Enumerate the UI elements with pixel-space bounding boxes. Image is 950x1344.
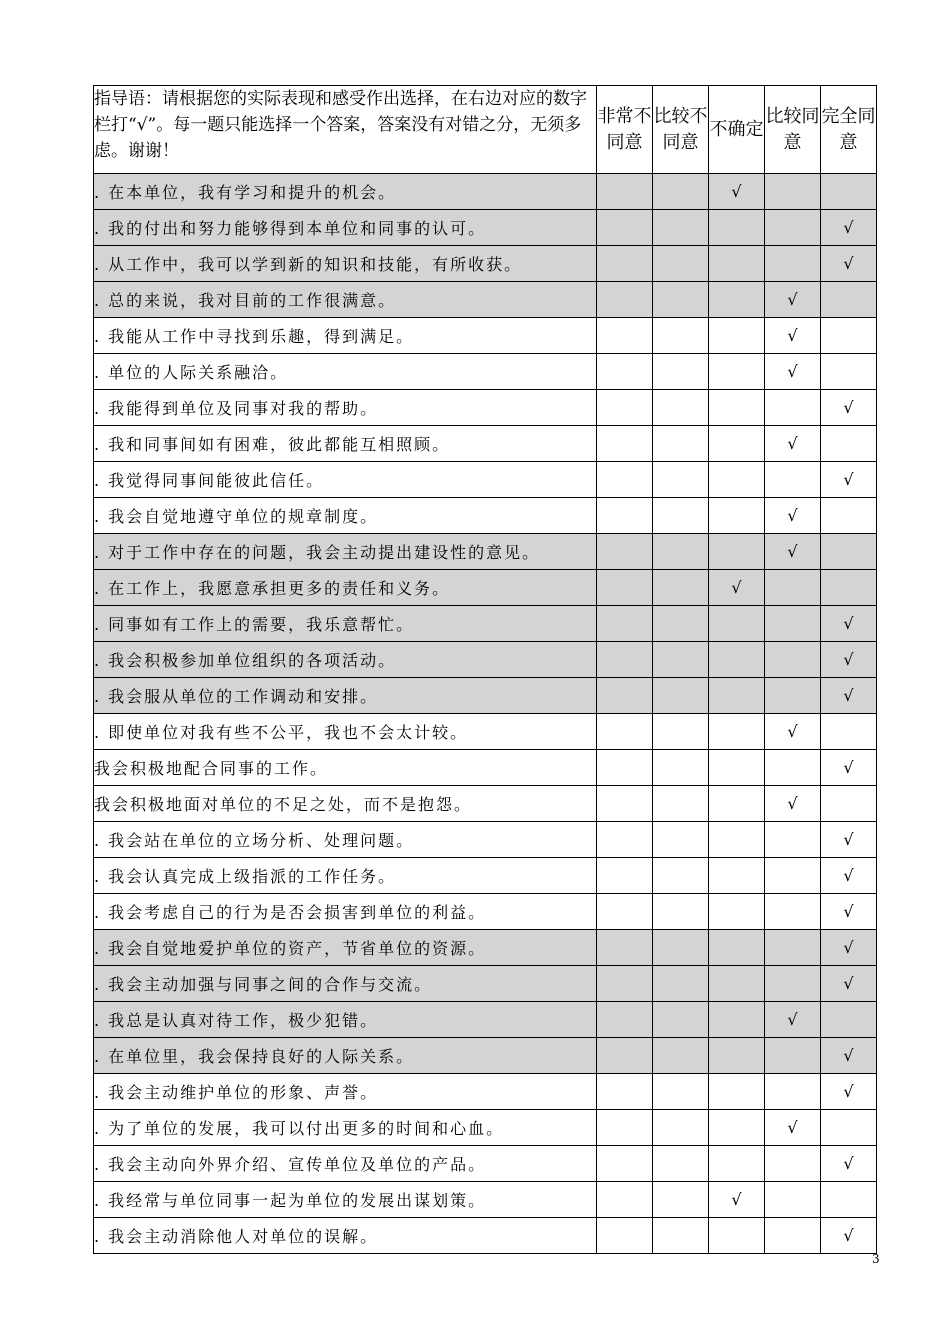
table-row	[94, 1110, 877, 1146]
answer-cell[interactable]	[597, 1038, 653, 1074]
answer-cell[interactable]	[765, 1182, 821, 1218]
answer-cell[interactable]	[597, 174, 653, 210]
answer-cell[interactable]	[765, 642, 821, 678]
header-row	[94, 86, 877, 174]
option-header: 不确定	[709, 86, 765, 174]
answer-cell[interactable]	[597, 894, 653, 930]
answer-cell[interactable]	[765, 498, 821, 534]
check-mark: √	[843, 758, 854, 777]
answer-cell[interactable]	[821, 606, 877, 642]
answer-cell[interactable]	[709, 426, 765, 462]
table-row	[94, 282, 877, 318]
answer-cell[interactable]	[653, 318, 709, 354]
item-statement: . 从工作中，我可以学到新的知识和技能，有所收获。	[94, 246, 597, 282]
table-row	[94, 426, 877, 462]
check-mark: √	[731, 578, 742, 597]
option-header: 完全同意	[821, 86, 877, 174]
answer-cell[interactable]	[597, 1146, 653, 1182]
answer-cell[interactable]	[765, 462, 821, 498]
answer-cell[interactable]	[709, 390, 765, 426]
table-row	[94, 678, 877, 714]
answer-cell[interactable]	[709, 642, 765, 678]
table-row	[94, 1182, 877, 1218]
option-header: 比较同意	[765, 86, 821, 174]
check-mark: √	[787, 434, 798, 453]
answer-cell[interactable]	[765, 894, 821, 930]
check-mark: √	[843, 1082, 854, 1101]
answer-cell[interactable]	[765, 354, 821, 390]
answer-cell[interactable]	[709, 1002, 765, 1038]
check-mark: √	[787, 542, 798, 561]
item-statement: . 即使单位对我有些不公平，我也不会太计较。	[94, 714, 597, 750]
item-statement: . 我会自觉地爱护单位的资产，节省单位的资源。	[94, 930, 597, 966]
answer-cell[interactable]	[653, 390, 709, 426]
answer-cell[interactable]	[709, 894, 765, 930]
answer-cell[interactable]	[597, 750, 653, 786]
check-mark: √	[787, 362, 798, 381]
answer-cell[interactable]	[709, 534, 765, 570]
item-statement: . 我总是认真对待工作，极少犯错。	[94, 1002, 597, 1038]
answer-cell[interactable]	[821, 210, 877, 246]
answer-cell[interactable]	[653, 1146, 709, 1182]
answer-cell[interactable]	[709, 786, 765, 822]
answer-cell[interactable]	[597, 1074, 653, 1110]
answer-cell[interactable]	[821, 894, 877, 930]
answer-cell[interactable]	[597, 714, 653, 750]
check-mark: √	[843, 470, 854, 489]
answer-cell[interactable]	[597, 498, 653, 534]
item-statement: . 我能从工作中寻找到乐趣，得到满足。	[94, 318, 597, 354]
answer-cell[interactable]	[653, 1110, 709, 1146]
answer-cell[interactable]	[821, 930, 877, 966]
item-statement: . 我会服从单位的工作调动和安排。	[94, 678, 597, 714]
answer-cell[interactable]	[709, 966, 765, 1002]
answer-cell[interactable]	[765, 318, 821, 354]
answer-cell[interactable]	[765, 786, 821, 822]
answer-cell[interactable]	[821, 534, 877, 570]
answer-cell[interactable]	[597, 1182, 653, 1218]
check-mark: √	[787, 794, 798, 813]
check-mark: √	[843, 614, 854, 633]
answer-cell[interactable]	[653, 498, 709, 534]
answer-cell[interactable]	[709, 858, 765, 894]
answer-cell[interactable]	[821, 390, 877, 426]
answer-cell[interactable]	[653, 894, 709, 930]
answer-cell[interactable]	[653, 246, 709, 282]
item-statement: . 我会主动向外界介绍、宣传单位及单位的产品。	[94, 1146, 597, 1182]
answer-cell[interactable]	[709, 930, 765, 966]
answer-cell[interactable]	[765, 1002, 821, 1038]
answer-cell[interactable]	[653, 462, 709, 498]
answer-cell[interactable]	[765, 1074, 821, 1110]
answer-cell[interactable]	[765, 246, 821, 282]
answer-cell[interactable]	[821, 1038, 877, 1074]
check-mark: √	[787, 722, 798, 741]
item-statement: . 我能得到单位及同事对我的帮助。	[94, 390, 597, 426]
answer-cell[interactable]	[765, 822, 821, 858]
answer-cell[interactable]	[821, 354, 877, 390]
answer-cell[interactable]	[709, 282, 765, 318]
item-statement: 我会积极地配合同事的工作。	[94, 750, 597, 786]
check-mark: √	[843, 938, 854, 957]
answer-cell[interactable]	[709, 174, 765, 210]
item-statement: . 我会主动加强与同事之间的合作与交流。	[94, 966, 597, 1002]
item-statement: . 总的来说，我对目前的工作很满意。	[94, 282, 597, 318]
item-statement: . 单位的人际关系融洽。	[94, 354, 597, 390]
check-mark: √	[787, 326, 798, 345]
table-row	[94, 1218, 877, 1254]
table-row	[94, 354, 877, 390]
item-statement: . 我会认真完成上级指派的工作任务。	[94, 858, 597, 894]
answer-cell[interactable]	[597, 786, 653, 822]
answer-cell[interactable]	[821, 678, 877, 714]
answer-cell[interactable]	[597, 210, 653, 246]
survey-items	[94, 174, 877, 1254]
answer-cell[interactable]	[765, 606, 821, 642]
answer-cell[interactable]	[709, 210, 765, 246]
answer-cell[interactable]	[821, 426, 877, 462]
table-row	[94, 750, 877, 786]
answer-cell[interactable]	[821, 1218, 877, 1254]
answer-cell[interactable]	[597, 570, 653, 606]
item-statement: . 同事如有工作上的需要，我乐意帮忙。	[94, 606, 597, 642]
answer-cell[interactable]	[765, 426, 821, 462]
answer-cell[interactable]	[709, 498, 765, 534]
answer-cell[interactable]	[597, 858, 653, 894]
page-number: 3	[872, 1252, 880, 1266]
table-row	[94, 1074, 877, 1110]
answer-cell[interactable]	[597, 1218, 653, 1254]
check-mark: √	[731, 182, 742, 201]
answer-cell[interactable]	[821, 642, 877, 678]
check-mark: √	[787, 1010, 798, 1029]
answer-cell[interactable]	[821, 1182, 877, 1218]
survey-table	[93, 85, 877, 1254]
table-row	[94, 318, 877, 354]
answer-cell[interactable]	[653, 1074, 709, 1110]
table-row	[94, 570, 877, 606]
check-mark: √	[843, 866, 854, 885]
answer-cell[interactable]	[653, 678, 709, 714]
item-statement: . 我和同事间如有困难，彼此都能互相照顾。	[94, 426, 597, 462]
check-mark: √	[843, 1226, 854, 1245]
answer-cell[interactable]	[597, 390, 653, 426]
answer-cell[interactable]	[709, 570, 765, 606]
table-row	[94, 642, 877, 678]
answer-cell[interactable]	[597, 246, 653, 282]
table-row	[94, 606, 877, 642]
answer-cell[interactable]	[653, 642, 709, 678]
item-statement: . 我会主动维护单位的形象、声誉。	[94, 1074, 597, 1110]
answer-cell[interactable]	[821, 282, 877, 318]
answer-cell[interactable]	[597, 606, 653, 642]
item-statement: . 我会考虑自己的行为是否会损害到单位的利益。	[94, 894, 597, 930]
answer-cell[interactable]	[821, 1002, 877, 1038]
table-row	[94, 714, 877, 750]
table-row	[94, 966, 877, 1002]
answer-cell[interactable]	[653, 1002, 709, 1038]
answer-cell[interactable]	[597, 318, 653, 354]
table-row	[94, 858, 877, 894]
instruction-text: 指导语：请根据您的实际表现和感受作出选择，在右边对应的数字栏打“√”。每一题只能选择一个答案，答案没有对错之分，无须多虑。谢谢！	[94, 86, 597, 174]
answer-cell[interactable]	[709, 318, 765, 354]
answer-cell[interactable]	[765, 1110, 821, 1146]
answer-cell[interactable]	[765, 390, 821, 426]
check-mark: √	[787, 506, 798, 525]
answer-cell[interactable]	[653, 282, 709, 318]
table-row	[94, 822, 877, 858]
answer-cell[interactable]	[653, 606, 709, 642]
answer-cell[interactable]	[653, 534, 709, 570]
answer-cell[interactable]	[765, 750, 821, 786]
check-mark: √	[843, 686, 854, 705]
item-statement: . 在单位里，我会保持良好的人际关系。	[94, 1038, 597, 1074]
answer-cell[interactable]	[821, 714, 877, 750]
answer-cell[interactable]	[765, 1218, 821, 1254]
answer-cell[interactable]	[821, 786, 877, 822]
answer-cell[interactable]	[597, 930, 653, 966]
table-row	[94, 1146, 877, 1182]
answer-cell[interactable]	[597, 966, 653, 1002]
check-mark: √	[787, 290, 798, 309]
answer-cell[interactable]	[597, 462, 653, 498]
answer-cell[interactable]	[653, 822, 709, 858]
table-row	[94, 174, 877, 210]
answer-cell[interactable]	[597, 426, 653, 462]
answer-cell[interactable]	[821, 1110, 877, 1146]
item-statement: . 我会站在单位的立场分析、处理问题。	[94, 822, 597, 858]
answer-cell[interactable]	[709, 714, 765, 750]
answer-cell[interactable]	[765, 174, 821, 210]
answer-cell[interactable]	[821, 822, 877, 858]
answer-cell[interactable]	[765, 210, 821, 246]
item-statement: . 我觉得同事间能彼此信任。	[94, 462, 597, 498]
table-row	[94, 1038, 877, 1074]
answer-cell[interactable]	[597, 282, 653, 318]
check-mark: √	[843, 1154, 854, 1173]
answer-cell[interactable]	[653, 786, 709, 822]
answer-cell[interactable]	[653, 966, 709, 1002]
answer-cell[interactable]	[597, 642, 653, 678]
answer-cell[interactable]	[597, 1110, 653, 1146]
answer-cell[interactable]	[765, 714, 821, 750]
answer-cell[interactable]	[821, 318, 877, 354]
table-row	[94, 246, 877, 282]
answer-cell[interactable]	[821, 570, 877, 606]
table-row	[94, 462, 877, 498]
answer-cell[interactable]	[653, 426, 709, 462]
item-statement: 我会积极地面对单位的不足之处，而不是抱怨。	[94, 786, 597, 822]
check-mark: √	[843, 830, 854, 849]
answer-cell[interactable]	[653, 714, 709, 750]
answer-cell[interactable]	[653, 1182, 709, 1218]
check-mark: √	[843, 218, 854, 237]
answer-cell[interactable]	[821, 1074, 877, 1110]
table-row	[94, 534, 877, 570]
item-statement: . 我会自觉地遵守单位的规章制度。	[94, 498, 597, 534]
answer-cell[interactable]	[653, 174, 709, 210]
table-row	[94, 894, 877, 930]
answer-cell[interactable]	[765, 1038, 821, 1074]
answer-cell[interactable]	[765, 282, 821, 318]
answer-cell[interactable]	[709, 1074, 765, 1110]
answer-cell[interactable]	[765, 858, 821, 894]
answer-cell[interactable]	[597, 678, 653, 714]
answer-cell[interactable]	[709, 1110, 765, 1146]
item-statement: . 我经常与单位同事一起为单位的发展出谋划策。	[94, 1182, 597, 1218]
answer-cell[interactable]	[821, 498, 877, 534]
item-statement: . 对于工作中存在的问题，我会主动提出建设性的意见。	[94, 534, 597, 570]
answer-cell[interactable]	[709, 1038, 765, 1074]
answer-cell[interactable]	[821, 858, 877, 894]
answer-cell[interactable]	[597, 354, 653, 390]
check-mark: √	[843, 902, 854, 921]
check-mark: √	[843, 254, 854, 273]
item-statement: . 我会积极参加单位组织的各项活动。	[94, 642, 597, 678]
answer-cell[interactable]	[821, 174, 877, 210]
item-statement: . 在工作上，我愿意承担更多的责任和义务。	[94, 570, 597, 606]
answer-cell[interactable]	[653, 750, 709, 786]
check-mark: √	[843, 974, 854, 993]
check-mark: √	[843, 650, 854, 669]
item-statement: . 在本单位，我有学习和提升的机会。	[94, 174, 597, 210]
answer-cell[interactable]	[709, 1146, 765, 1182]
table-row	[94, 930, 877, 966]
item-statement: . 为了单位的发展，我可以付出更多的时间和心血。	[94, 1110, 597, 1146]
answer-cell[interactable]	[653, 1218, 709, 1254]
answer-cell[interactable]	[653, 570, 709, 606]
check-mark: √	[731, 1190, 742, 1209]
option-header: 非常不同意	[597, 86, 653, 174]
answer-cell[interactable]	[821, 462, 877, 498]
answer-cell[interactable]	[709, 246, 765, 282]
answer-cell[interactable]	[709, 462, 765, 498]
answer-cell[interactable]	[765, 1146, 821, 1182]
answer-cell[interactable]	[765, 966, 821, 1002]
answer-cell[interactable]	[653, 210, 709, 246]
check-mark: √	[843, 398, 854, 417]
table-row	[94, 786, 877, 822]
item-statement: . 我会主动消除他人对单位的误解。	[94, 1218, 597, 1254]
table-row	[94, 210, 877, 246]
answer-cell[interactable]	[821, 966, 877, 1002]
answer-cell[interactable]	[709, 354, 765, 390]
answer-cell[interactable]	[709, 606, 765, 642]
answer-cell[interactable]	[821, 750, 877, 786]
answer-cell[interactable]	[765, 534, 821, 570]
item-statement: . 我的付出和努力能够得到本单位和同事的认可。	[94, 210, 597, 246]
answer-cell[interactable]	[765, 930, 821, 966]
answer-cell[interactable]	[709, 1182, 765, 1218]
answer-cell[interactable]	[597, 1002, 653, 1038]
check-mark: √	[787, 1118, 798, 1137]
answer-cell[interactable]	[709, 822, 765, 858]
answer-cell[interactable]	[709, 1218, 765, 1254]
answer-cell[interactable]	[597, 534, 653, 570]
option-header: 比较不同意	[653, 86, 709, 174]
answer-cell[interactable]	[709, 678, 765, 714]
answer-cell[interactable]	[709, 750, 765, 786]
answer-cell[interactable]	[653, 354, 709, 390]
answer-cell[interactable]	[765, 678, 821, 714]
answer-cell[interactable]	[653, 1038, 709, 1074]
answer-cell[interactable]	[765, 570, 821, 606]
answer-cell[interactable]	[597, 822, 653, 858]
answer-cell[interactable]	[821, 1146, 877, 1182]
answer-cell[interactable]	[653, 930, 709, 966]
table-row	[94, 1002, 877, 1038]
table-row	[94, 390, 877, 426]
answer-cell[interactable]	[653, 858, 709, 894]
check-mark: √	[843, 1046, 854, 1065]
table-row	[94, 498, 877, 534]
answer-cell[interactable]	[821, 246, 877, 282]
